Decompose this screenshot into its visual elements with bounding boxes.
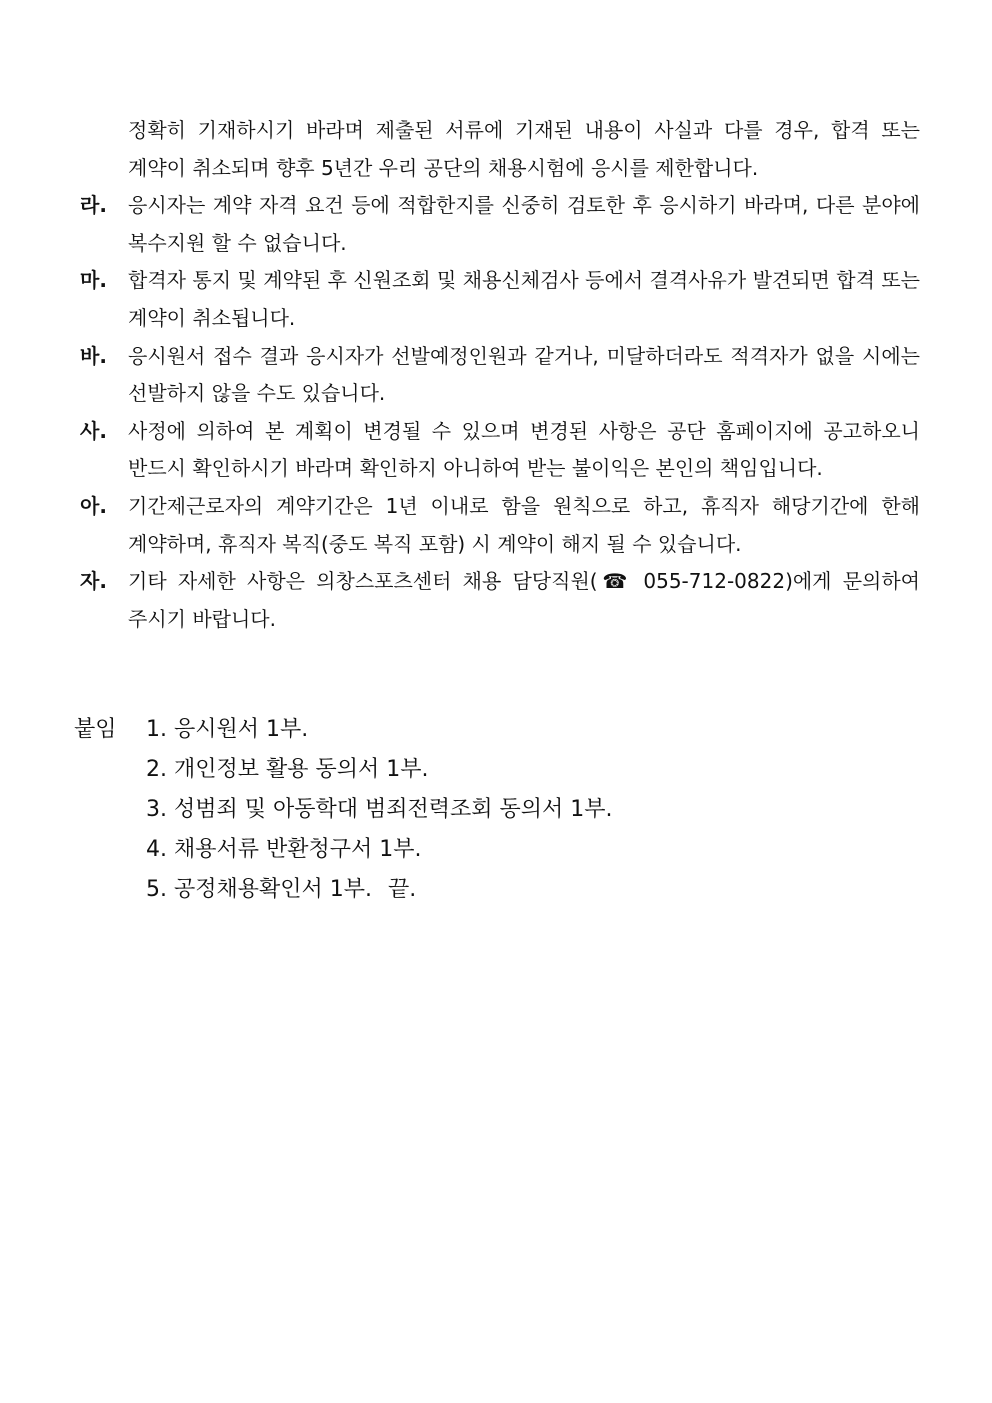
attachment-item	[146, 710, 934, 750]
list-item	[80, 338, 920, 413]
item-marker: 라.	[80, 193, 107, 218]
list-item	[80, 262, 920, 337]
list-item	[80, 413, 920, 488]
attachments-row	[74, 710, 934, 910]
attachments-section	[74, 710, 934, 910]
list-item	[80, 187, 920, 262]
attachment-label: 1. 응시원서 1부.	[146, 717, 309, 742]
attachment-label: 2. 개인정보 활용 동의서 1부.	[146, 757, 429, 782]
item-text: 합격자 통지 및 계약된 후 신원조회 및 채용신체검사 등에서 결격사유가 발견되면 합격 또는 계약이 취소됩니다.	[128, 268, 920, 330]
attachment-item	[146, 790, 934, 830]
item-marker: 마.	[80, 268, 107, 293]
attachments-heading: 붙임	[74, 717, 117, 742]
item-text: 기간제근로자의 계약기간은 1년 이내로 함을 원칙으로 하고, 휴직자 해당기간에 한해 계약하며, 휴직자 복직(중도 복직 포함) 시 계약이 해지 될 수 있습니다.	[128, 493, 920, 556]
item-text: 정확히 기재하시기 바라며 제출된 서류에 기재된 내용이 사실과 다를 경우, 합격 또는 계약이 취소되며 향후 5년간 우리 공단의 채용시험에 응시를 제한합니다.	[128, 118, 920, 180]
list-item	[80, 488, 920, 563]
item-marker: 바.	[80, 343, 107, 368]
attachment-label: 3. 성범죄 및 아동학대 범죄전력조회 동의서 1부.	[146, 797, 613, 822]
attachment-item	[146, 830, 934, 870]
item-marker: 사.	[80, 418, 107, 443]
attachment-label: 4. 채용서류 반환청구서 1부.	[146, 837, 422, 862]
end-mark: 끝.	[387, 877, 417, 902]
item-text: 응시자는 계약 자격 요건 등에 적합한지를 신중히 검토한 후 응시하기 바라며, 다른 분야에 복수지원 할 수 없습니다.	[128, 193, 920, 255]
item-text: 사정에 의하여 본 계획이 변경될 수 있으며 변경된 사항은 공단 홈페이지에 공고하오니 반드시 확인하시기 바라며 확인하지 아니하여 받는 불이익은 본인의 책임입니다.	[128, 418, 920, 481]
notice-items	[80, 112, 920, 638]
item-text: 응시원서 접수 결과 응시자가 선발예정인원과 같거나, 미달하더라도 적격자가 없을 시에는 선발하지 않을 수도 있습니다.	[128, 343, 920, 406]
attachments-list	[146, 710, 934, 910]
attachment-label: 5. 공정채용확인서 1부.	[146, 877, 372, 902]
list-item	[80, 563, 920, 638]
item-text: 기타 자세한 사항은 의창스포츠센터 채용 담당직원(☎ 055-712-0822)에게 문의하여 주시기 바랍니다.	[128, 569, 920, 631]
attachment-item	[146, 750, 934, 790]
item-marker: 자.	[80, 569, 107, 594]
item-marker: 아.	[80, 493, 107, 518]
attachment-item	[146, 870, 934, 910]
list-item	[80, 112, 920, 187]
